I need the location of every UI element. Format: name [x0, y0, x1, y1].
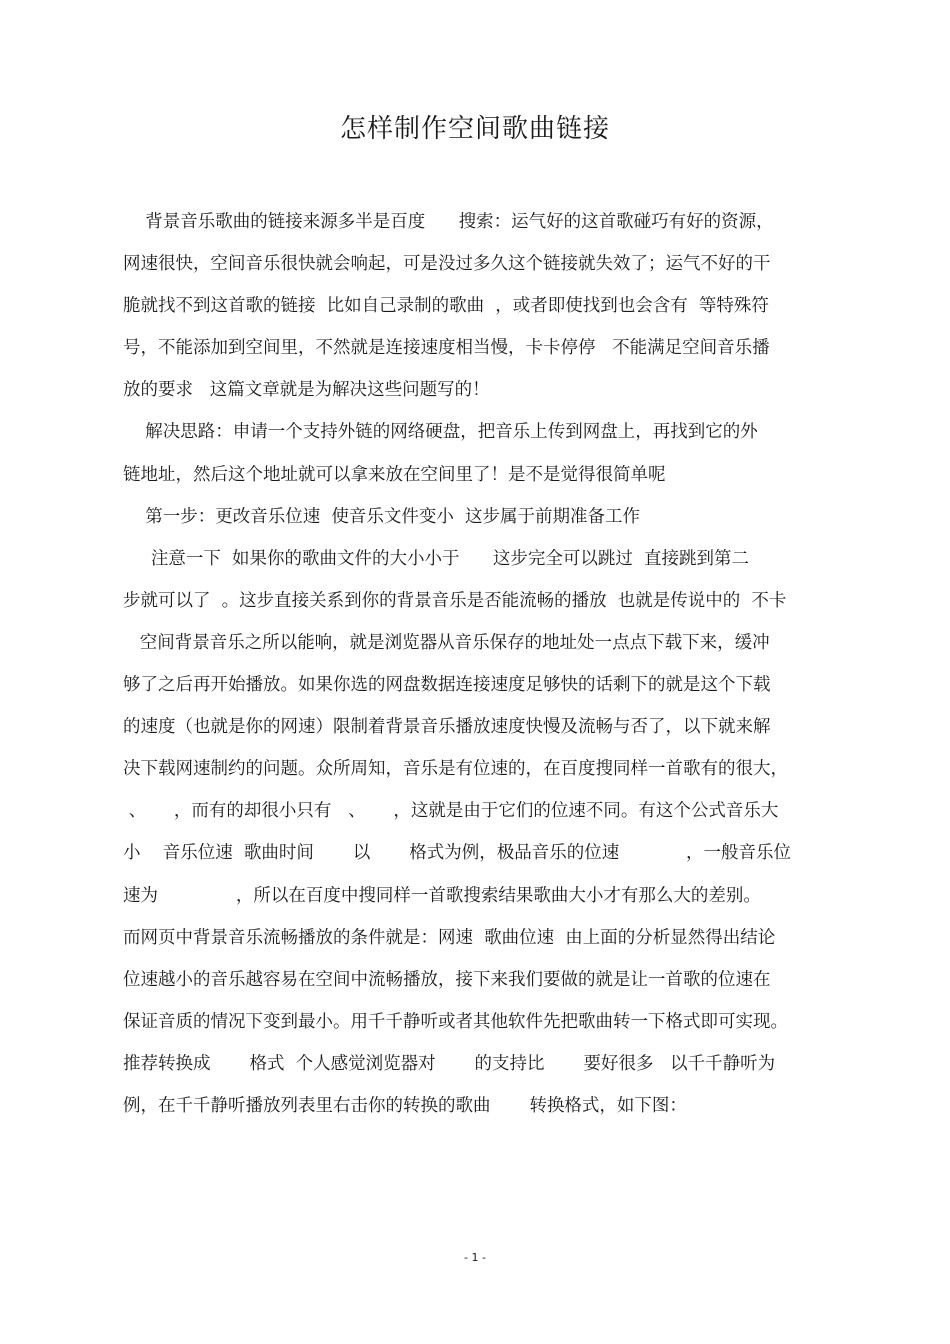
text-line: 的速度（也就是你的网速）限制着背景音乐播放速度快慢及流畅与否了，以下就来解	[123, 717, 771, 738]
text-line: 、 ，而有的却很小只有 、 ，这就是由于它们的位速不同。有这个公式音乐大	[123, 801, 779, 822]
text-line: 网速很快，空间音乐很快就会响起，可是没过多久这个链接就失效了；运气不好的干	[123, 254, 771, 275]
text-line: 推荐转换成 格式 个人感觉浏览器对 的支持比 要好很多 以千千静听为	[123, 1053, 776, 1074]
text-line: 空间背景音乐之所以能响，就是浏览器从音乐保存的地址处一点点下载下来，缓冲	[123, 632, 770, 653]
text-line: 解决思路：申请一个支持外链的网络硬盘，把音乐上传到网盘上，再找到它的外	[123, 422, 758, 443]
page-number: - 1 -	[464, 1251, 486, 1264]
text-line: 放的要求 这篇文章就是为解决这些问题写的！	[123, 380, 490, 401]
text-line: 步就可以了 。这步直接关系到你的背景音乐是否能流畅的播放 也就是传说中的 不卡	[123, 590, 787, 611]
text-line: 速为 ，所以在百度中搜同样一首歌搜索结果歌曲大小才有那么大的差别。	[123, 885, 761, 906]
text-line: 小 音乐位速 歌曲时间 以 格式为例，极品音乐的位速 ，一般音乐位	[123, 843, 792, 864]
text-line: 号，不能添加到空间里，不然就是连接速度相当慢，卡卡停停 不能满足空间音乐播	[123, 338, 770, 359]
document-title: 怎样制作空间歌曲链接	[339, 114, 610, 144]
document-body	[123, 212, 833, 1138]
text-line: 注意一下 如果你的歌曲文件的大小小于 这步完全可以跳过 直接跳到第二	[123, 548, 749, 569]
text-line: 决下载网速制约的问题。众所周知，音乐是有位速的，在百度搜同样一首歌有的很大，	[123, 759, 788, 780]
text-line: 位速越小的音乐越容易在空间中流畅播放，接下来我们要做的就是让一首歌的位速在	[123, 969, 771, 990]
text-line: 背景音乐歌曲的链接来源多半是百度 搜索：运气好的这首歌碰巧有好的资源，	[123, 212, 774, 232]
text-line: 例，在千千静听播放列表里右击你的转换的歌曲 转换格式，如下图：	[123, 1095, 687, 1116]
text-line: 脆就找不到这首歌的链接 比如自己录制的歌曲 ，或者即使找到也会含有 等特殊符	[123, 296, 769, 317]
text-line: 而网页中背景音乐流畅播放的条件就是：网速 歌曲位速 由上面的分析显然得出结论	[123, 927, 776, 948]
text-line: 第一步：更改音乐位速 使音乐文件变小 这步属于前期准备工作	[123, 506, 640, 527]
text-line: 保证音质的情况下变到最小。用千千静听或者其他软件先把歌曲转一下格式即可实现。	[123, 1011, 788, 1032]
text-line: 够了之后再开始播放。如果你选的网盘数据连接速度足够快的话剩下的就是这个下载	[123, 675, 771, 696]
text-line: 链地址，然后这个地址就可以拿来放在空间里了！是不是觉得很简单呢	[123, 464, 666, 485]
